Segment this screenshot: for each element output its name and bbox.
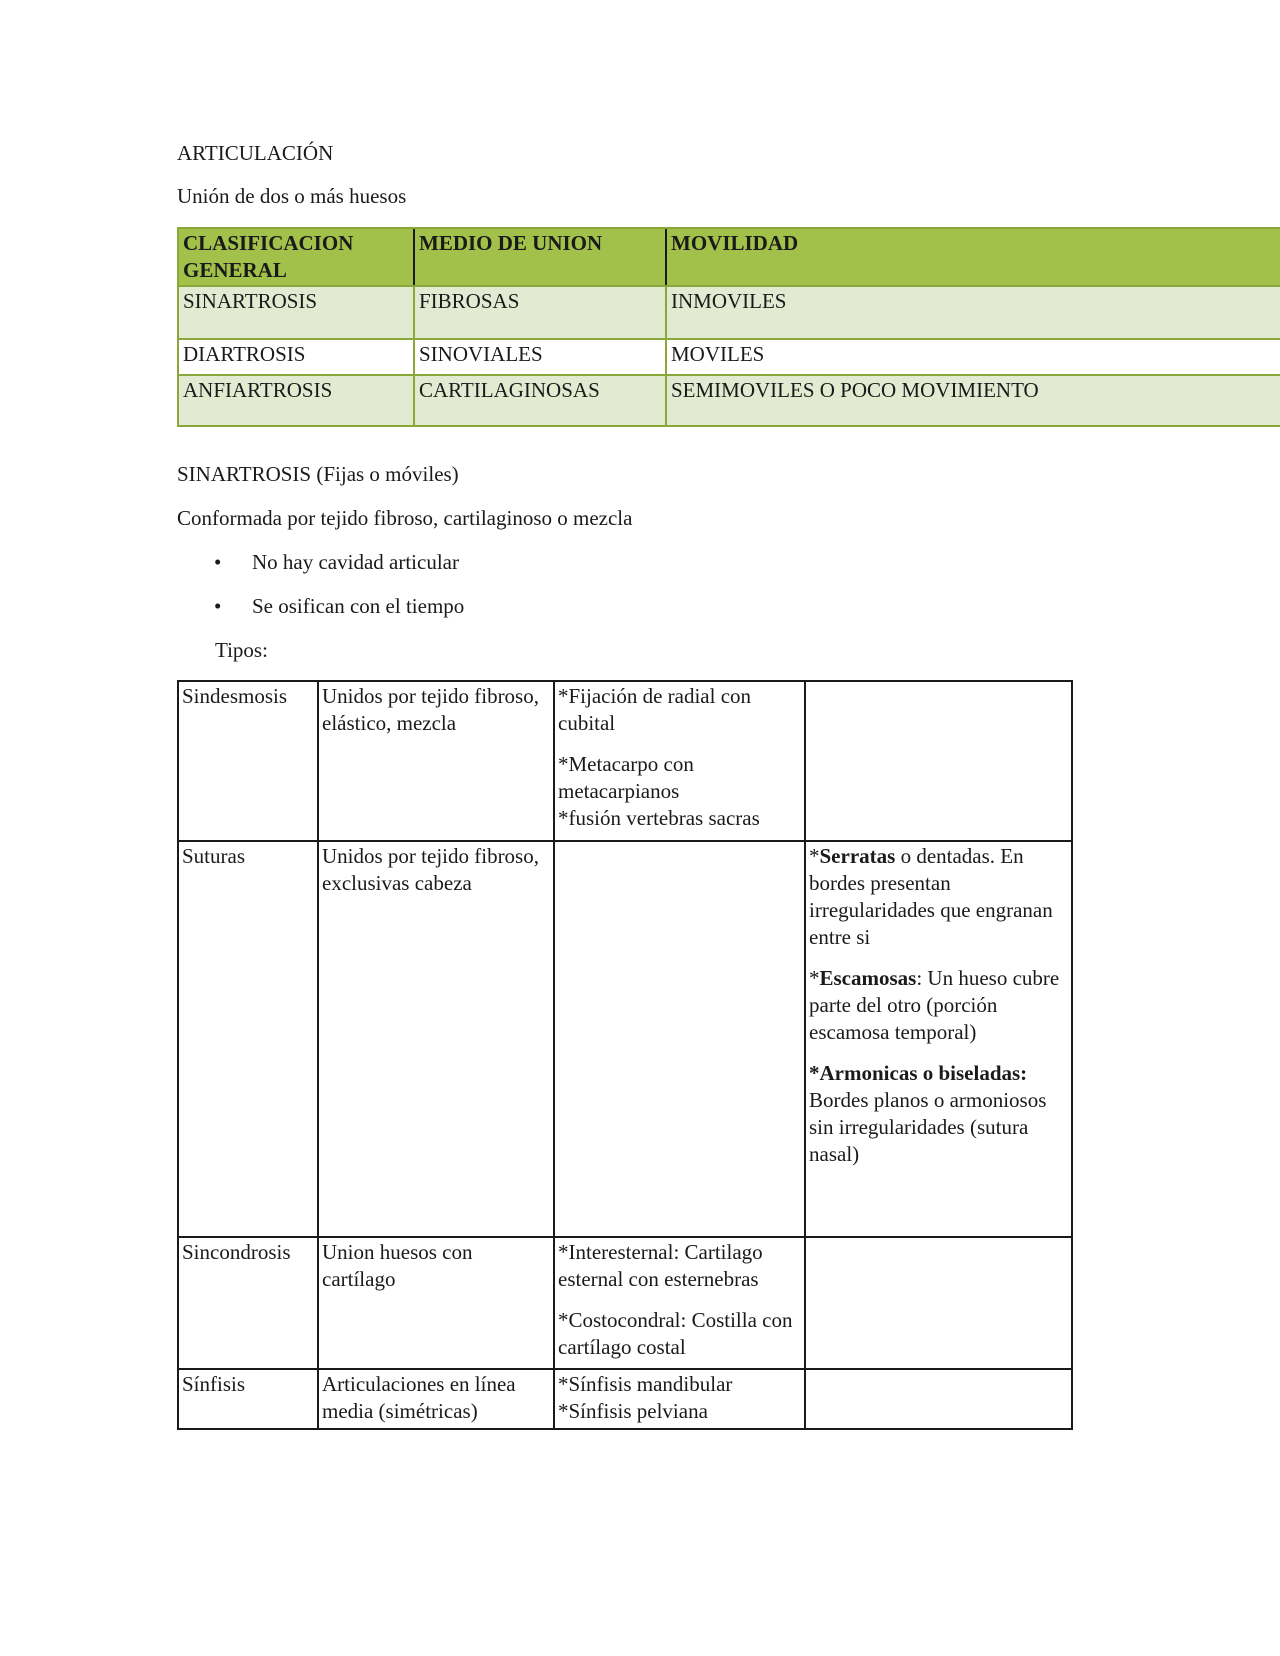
type-examples [554,1369,805,1429]
subtype-armonicas [809,1060,1068,1168]
type-examples [554,841,805,1237]
subtype-description: Bordes planos o armoniosos sin irregularidades (sutura nasal) [809,1088,1047,1166]
table-row [178,375,1280,426]
table-cell: FIBROSAS [414,286,666,339]
subtype-description: : Un hueso cubre parte del otro (porción escamosa temporal) [809,966,1060,1044]
subtype-description: o dentadas. En bordes presentan irregularidades que engranan entre si [809,844,1053,949]
list-item [177,593,1280,620]
type-subtypes [805,1237,1072,1369]
subtype-term: Escamosas [819,966,917,990]
type-union: Articulaciones en línea media (simétricas) [318,1369,554,1429]
table-row [178,1369,1072,1429]
subtype-term: *Armonicas o biseladas: [809,1061,1028,1085]
table-cell: MOVILES [666,339,1280,375]
type-name: Sínfisis [178,1369,318,1429]
subtype-term: Serratas [819,844,896,868]
table-row [178,681,1072,841]
subtype-escamosas [809,965,1068,1046]
type-union: Unidos por tejido fibroso, elástico, mezcla [318,681,554,841]
type-subtypes [805,841,1072,1237]
type-examples [554,681,805,841]
example-text: *Costocondral: Costilla con cartílago costal [558,1308,793,1359]
type-examples [554,1237,805,1369]
type-name: Sincondrosis [178,1237,318,1369]
table-cell: CARTILAGINOSAS [414,375,666,426]
list-item [177,549,1280,576]
type-subtypes [805,681,1072,841]
header-movilidad: MOVILIDAD [666,228,1280,286]
header-medio-union: MEDIO DE UNION [414,228,666,286]
bullet-icon: • [214,550,222,574]
table-row [178,841,1072,1237]
document-page [177,140,1280,1430]
example-text: *Interesternal: Cartilago esternal con esternebras [558,1240,763,1291]
type-subtypes [805,1369,1072,1429]
example-text: *Sínfisis pelviana [558,1399,708,1423]
types-table [177,680,1073,1430]
definition-text: Unión de dos o más huesos [177,184,407,208]
bullet-text: No hay cavidad articular [252,550,459,574]
sinartrosis-title: SINARTROSIS (Fijas o móviles) [177,462,459,486]
sinartrosis-bullets [177,549,1280,620]
table-cell: SINARTROSIS [178,286,414,339]
table-cell: ANFIARTROSIS [178,375,414,426]
table-row [178,339,1280,375]
type-name: Suturas [178,841,318,1237]
bullet-text: Se osifican con el tiempo [252,594,465,618]
example-text: *Sínfisis mandibular [558,1372,733,1396]
tipos-label: Tipos: [215,638,268,662]
table-row [178,286,1280,339]
table-cell: INMOVILES [666,286,1280,339]
subtype-prefix: * [809,966,820,990]
sinartrosis-description: Conformada por tejido fibroso, cartilaginoso o mezcla [177,506,633,530]
example-text: *fusión vertebras sacras [558,806,760,830]
example-text: *Fijación de radial con cubital [558,684,752,735]
subtype-prefix: * [809,844,820,868]
classification-table [177,227,1280,427]
header-clasificacion: CLASIFICACION GENERAL [178,228,414,286]
classification-header-row [178,228,1280,286]
table-cell: SINOVIALES [414,339,666,375]
document-heading: ARTICULACIÓN [177,141,334,165]
table-cell: SEMIMOVILES O POCO MOVIMIENTO [666,375,1280,426]
type-union: Union huesos con cartílago [318,1237,554,1369]
type-union: Unidos por tejido fibroso, exclusivas cabeza [318,841,554,1237]
type-name: Sindesmosis [178,681,318,841]
subtype-serratas [809,843,1068,951]
table-row [178,1237,1072,1369]
bullet-icon: • [214,594,222,618]
example-text: *Metacarpo con metacarpianos [558,752,694,803]
table-cell: DIARTROSIS [178,339,414,375]
